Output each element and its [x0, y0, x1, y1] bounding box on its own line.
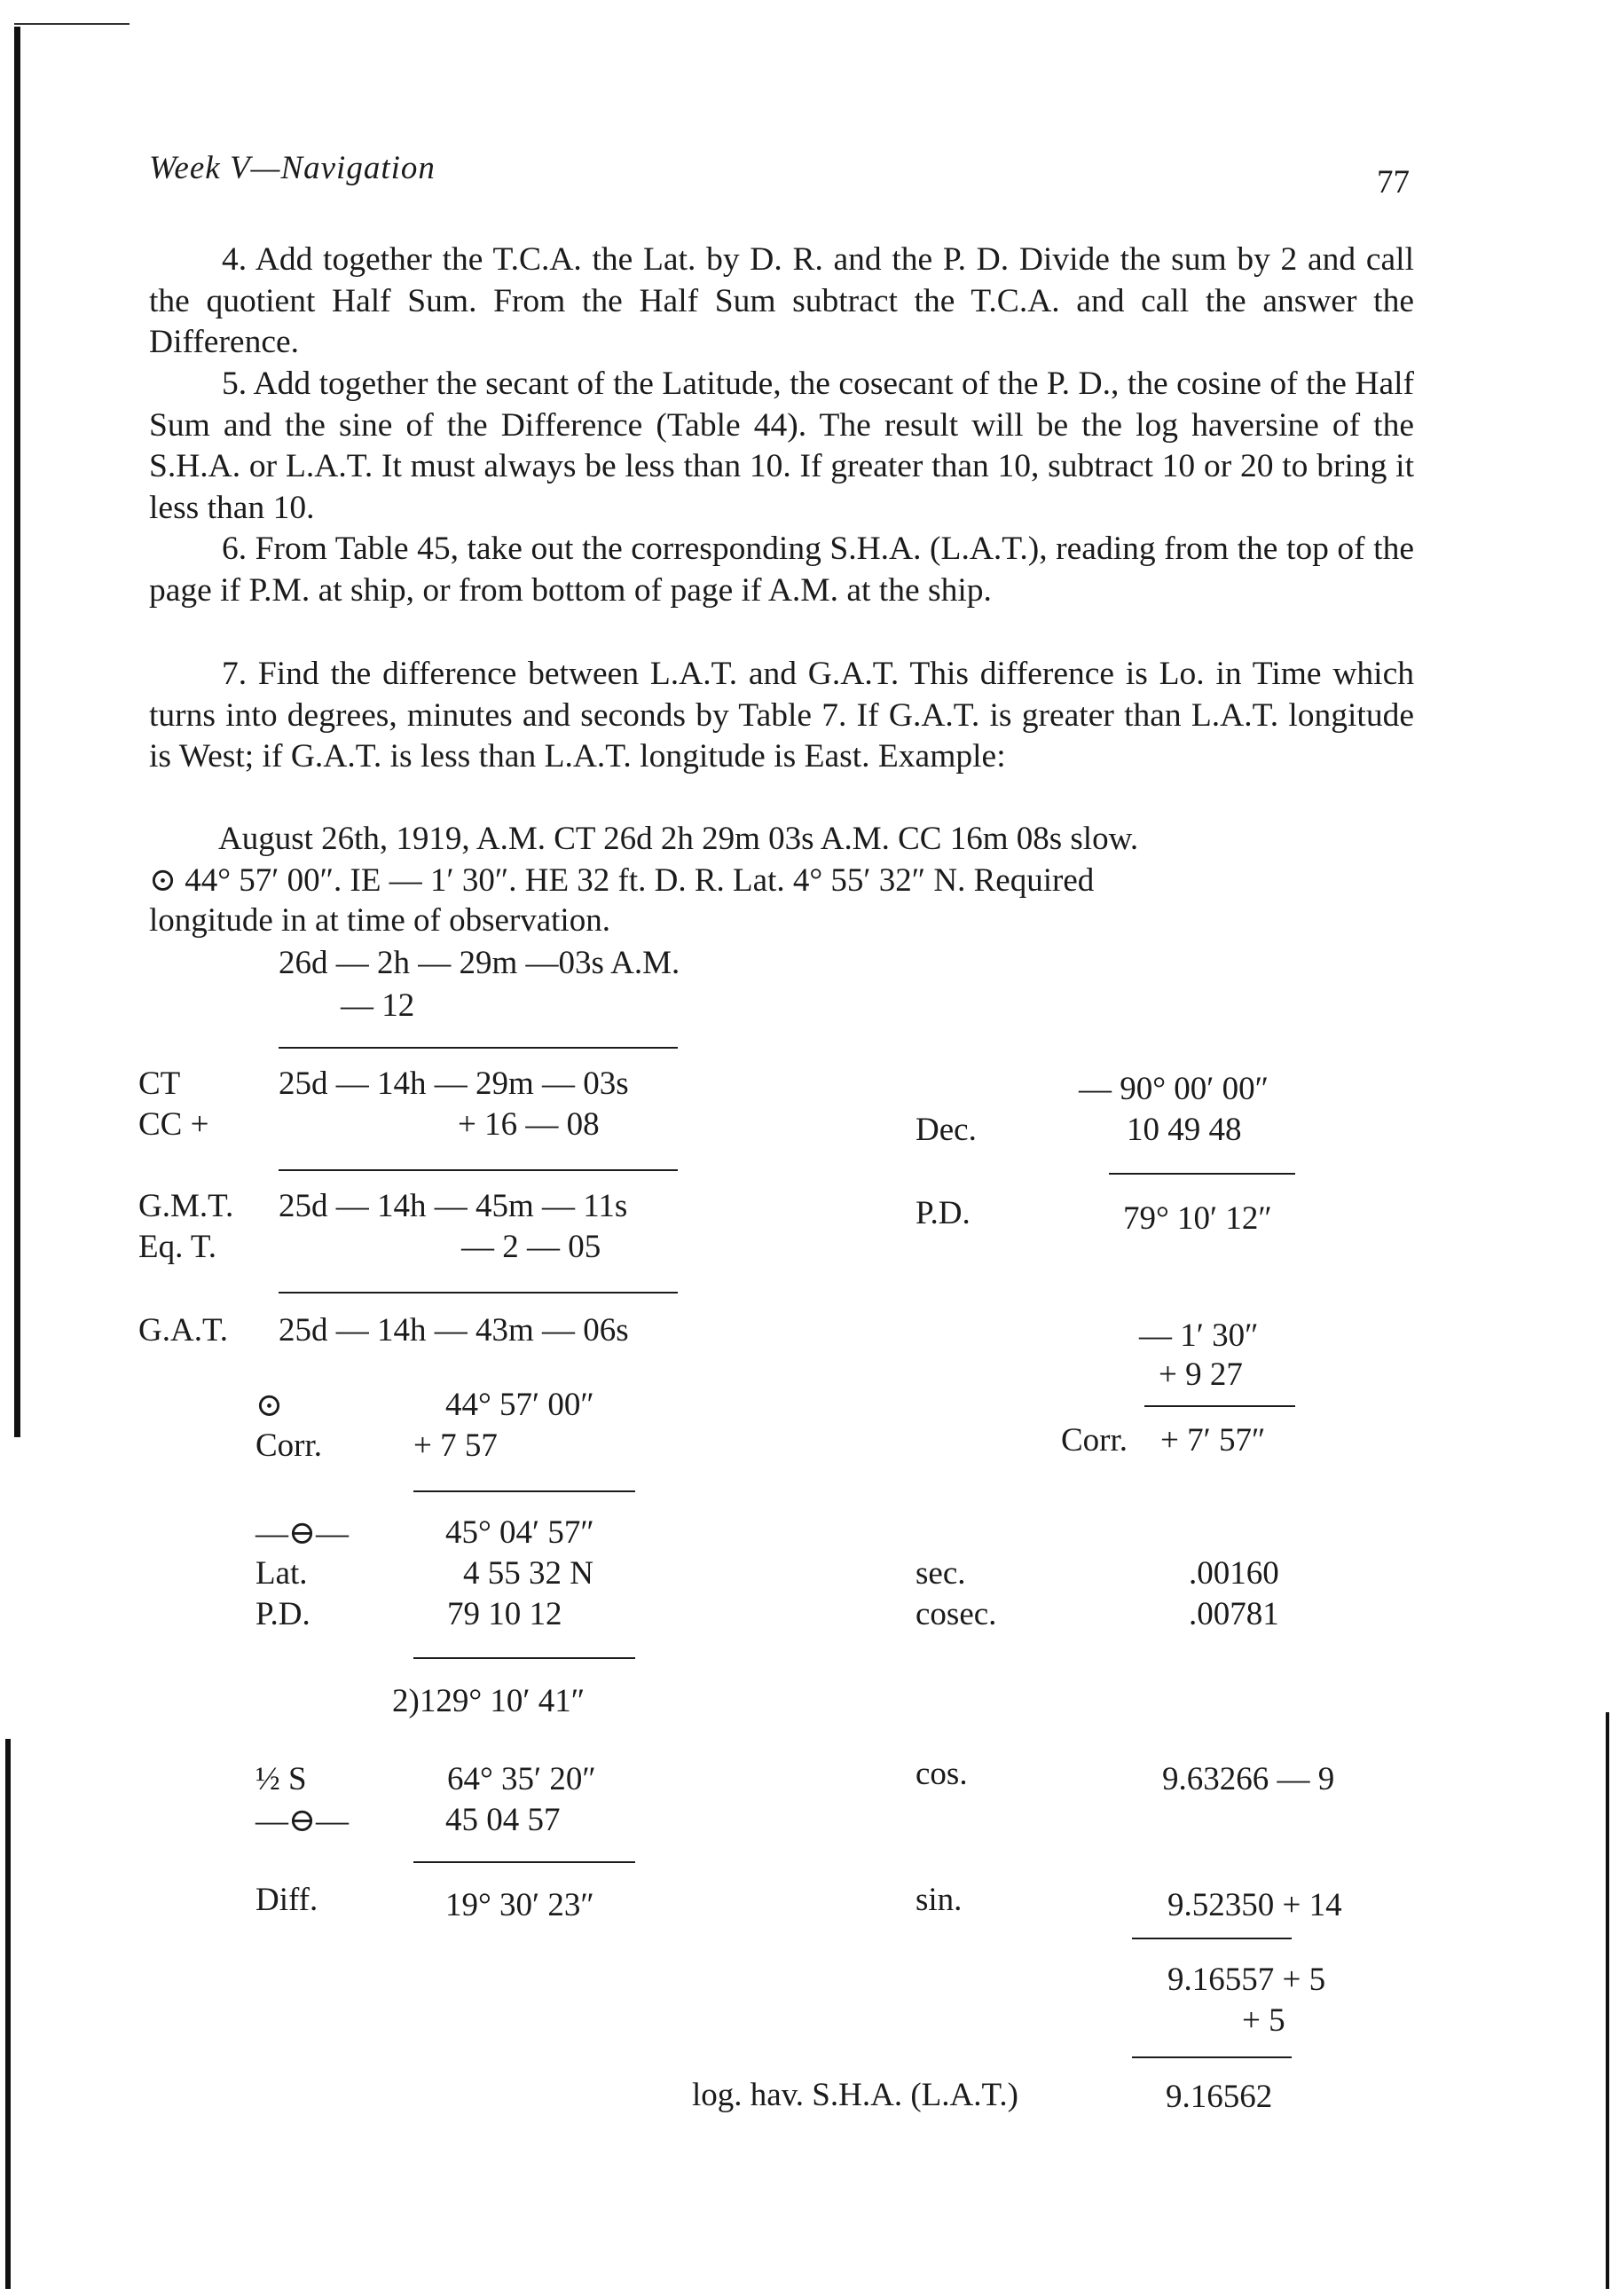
cc-value: + 16 — 08 — [458, 1106, 600, 1143]
rule-pd — [1109, 1173, 1295, 1175]
eqt-label: Eq. T. — [138, 1229, 217, 1265]
corr-label-right: Corr. — [1061, 1422, 1128, 1459]
subtract-altitude-label: —⊖— — [255, 1803, 350, 1839]
cosec-label: cosec. — [916, 1596, 997, 1632]
diff-value: 19° 30′ 23″ — [445, 1887, 594, 1923]
ct-label: CT — [138, 1065, 181, 1102]
rule-corr — [1144, 1405, 1295, 1407]
corr-value-right: + 7′ 57″ — [1160, 1422, 1266, 1459]
half-sum-label: ½ S — [255, 1761, 307, 1797]
gat-value: 25d — 14h — 43m — 06s — [279, 1312, 629, 1349]
eqt-value: — 2 — 05 — [461, 1229, 601, 1265]
page-edge-shadow — [14, 27, 20, 1437]
index-error: — 1′ 30″ — [1139, 1317, 1259, 1354]
gmt-value: 25d — 14h — 45m — 11s — [279, 1188, 628, 1224]
example-line-1: August 26th, 1919, A.M. CT 26d 2h 29m 03s A.M. CC 16m 08s slow. — [218, 821, 1139, 857]
observed-altitude-label: ⊙ — [255, 1388, 284, 1424]
lat-label: Lat. — [255, 1555, 308, 1592]
pd-value: 79° 10′ 12″ — [1123, 1200, 1272, 1237]
gmt-label: G.M.T. — [138, 1188, 234, 1224]
diff-label: Diff. — [255, 1882, 318, 1918]
sec-label: sec. — [916, 1555, 966, 1592]
pd-label-left: P.D. — [255, 1596, 310, 1632]
cc-label: CC + — [138, 1106, 209, 1143]
rule-log-result — [1132, 2056, 1292, 2058]
running-title: Week V—Navigation — [149, 150, 436, 186]
step-6-text: 6. From Table 45, take out the corresponding S.H.A. (L.A.T.), reading from the top of the page if P.M. at ship, or from bottom of page if A.M. at the ship. — [149, 531, 1414, 609]
rule-ct — [279, 1047, 678, 1049]
step-6-paragraph — [149, 529, 1414, 611]
altitude-corr-value: + 7 57 — [413, 1427, 498, 1464]
step-5-paragraph — [149, 364, 1414, 529]
page-edge-shadow-lower — [5, 1739, 11, 2289]
dec-value: 10 49 48 — [1127, 1112, 1242, 1148]
pd-label: P.D. — [916, 1195, 971, 1231]
observed-altitude-value: 44° 57′ 00″ — [445, 1387, 594, 1423]
rule-gmt — [279, 1169, 678, 1171]
ninety-degrees: — 90° 00′ 00″ — [1079, 1071, 1269, 1107]
true-altitude-label: —⊖— — [255, 1515, 350, 1552]
sec-value: .00160 — [1189, 1555, 1279, 1592]
step-7-text: 7. Find the difference between L.A.T. and G.A.T. This difference is Lo. in Time which turns into degrees, minutes and seconds by Table 7. If G.A.T. is greater than L.A.T. longitude is West; if G.A.T. is less than L.A.T. longitude is East. Example: — [149, 656, 1414, 775]
cos-value: 9.63266 — 9 — [1162, 1761, 1335, 1797]
step-4-text: 4. Add together the T.C.A. the Lat. by D. R. and the P. D. Divide the sum by 2 and call the quotient Half Sum. From the Half Sum subtract the T.C.A. and call the answer the Difference. — [149, 241, 1414, 360]
dec-label: Dec. — [916, 1112, 977, 1148]
rule-gat — [279, 1292, 678, 1293]
minus-twelve: — 12 — [341, 987, 415, 1024]
page-corner-rule — [14, 23, 130, 25]
half-sum-value: 64° 35′ 20″ — [447, 1761, 596, 1797]
result-value: 9.16562 — [1166, 2079, 1273, 2115]
step-7-paragraph — [149, 654, 1414, 778]
subtract-altitude-value: 45 04 57 — [445, 1802, 561, 1838]
gat-label: G.A.T. — [138, 1312, 229, 1349]
sin-label: sin. — [916, 1882, 963, 1918]
cosec-value: .00781 — [1189, 1596, 1279, 1632]
rule-log-sum — [1132, 1938, 1292, 1939]
step-4-paragraph — [149, 240, 1414, 364]
rule-diff — [413, 1861, 635, 1863]
example-line-2: ⊙ 44° 57′ 00″. IE — 1′ 30″. HE 32 ft. D. R. Lat. 4° 55′ 32″ N. Required — [149, 862, 1095, 899]
page-edge-shadow-right — [1606, 1712, 1609, 2289]
cos-label: cos. — [916, 1756, 968, 1792]
log-sum-value: 9.16557 + 5 — [1167, 1962, 1326, 1998]
rule-true-alt — [413, 1490, 635, 1492]
corr-addition: + 9 27 — [1159, 1356, 1243, 1393]
ct-value: 25d — 14h — 29m — 03s — [279, 1065, 629, 1102]
true-altitude-value: 45° 04′ 57″ — [445, 1514, 594, 1551]
example-line-3: longitude in at time of observation. — [149, 902, 610, 939]
rule-sum — [413, 1657, 635, 1659]
sin-value: 9.52350 + 14 — [1167, 1887, 1342, 1923]
altitude-corr-label: Corr. — [255, 1427, 323, 1464]
half-sum-division: 2)129° 10′ 41″ — [392, 1683, 586, 1719]
page-number: 77 — [1377, 164, 1410, 201]
log-add-value: + 5 — [1242, 2002, 1285, 2039]
lat-value: 4 55 32 N — [463, 1555, 593, 1592]
ct-raw-value: 26d — 2h — 29m —03s A.M. — [279, 945, 680, 981]
step-5-text: 5. Add together the secant of the Latitude, the cosecant of the P. D., the cosine of the Half Sum and the sine of the Difference (Table 44). The result will be the log haversine of the S.H.A. or L.A.T. It must always be less than 10. If greater than 10, subtract 10 or 20 to bring it less than 10. — [149, 366, 1414, 526]
result-label: log. hav. S.H.A. (L.A.T.) — [692, 2077, 1018, 2113]
pd-value-left: 79 10 12 — [447, 1596, 562, 1632]
